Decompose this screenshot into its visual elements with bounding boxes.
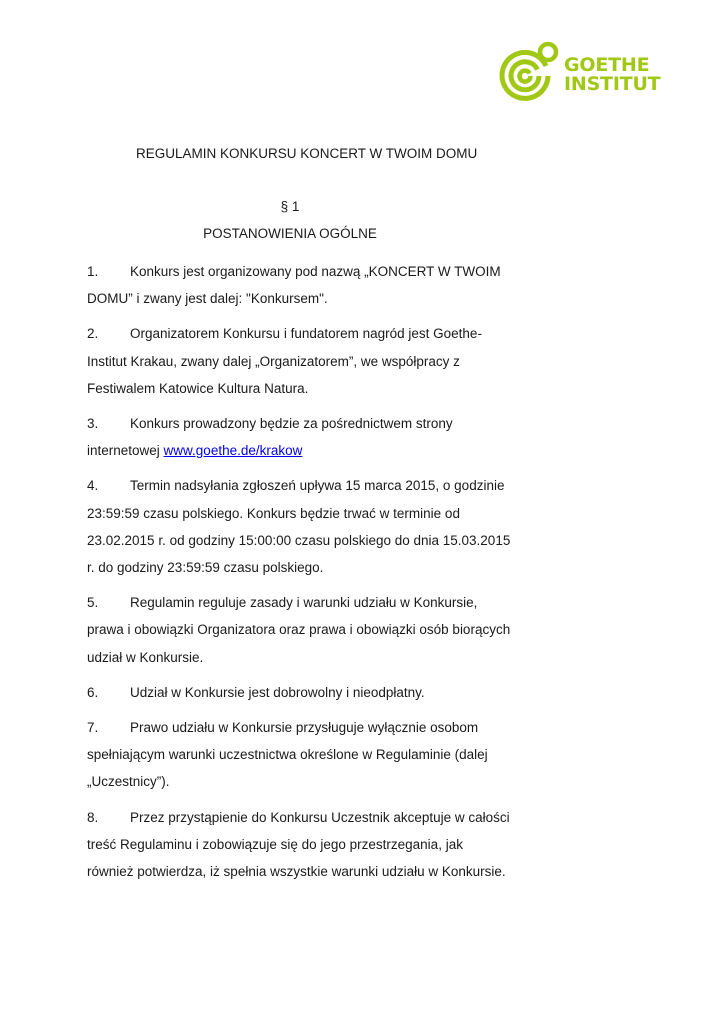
item-text: Prawo udziału w Konkursie przysługuje wyłącznie osobom spełniającym warunki uczestnictwa określone w Regulaminie (dalej „Uczestnicy”). [87, 720, 488, 790]
item-number: 3. [87, 416, 99, 432]
item-text: Konkurs prowadzony będzie za pośrednictwem strony internetowej [87, 416, 453, 459]
item-text: Konkurs jest organizowany pod nazwą „KONCERT W TWOIM DOMU” i zwany jest dalej: "Konkursem". [87, 264, 501, 307]
item-number: 2. [87, 326, 99, 342]
list-item [87, 410, 512, 464]
logo-line-2: INSTITUT [564, 73, 661, 95]
item-text: Przez przystąpienie do Konkursu Uczestnik akceptuje w całości treść Regulaminu i zobowiązuje się do jego przestrzegania, jak również potwierdza, iż spełnia wszystkie warunki udziału w Konkursie. [87, 809, 510, 880]
item-number: 4. [87, 478, 99, 494]
item-number: 8. [87, 809, 99, 825]
list-item [87, 679, 512, 706]
rules-list [87, 258, 512, 893]
logo-line-1: GOETHE [564, 54, 650, 76]
list-item [87, 472, 512, 581]
item-number: 1. [87, 264, 99, 279]
list-item [87, 714, 512, 796]
item-number: 5. [87, 595, 99, 611]
item-text: Termin nadsyłania zgłoszeń upływa 15 marca 2015, o godzinie 23:59:59 czasu polskiego. Konkurs będzie trwać w terminie od 23.02.2015 r. od godziny 15:00:00 czasu polskiego do dnia 15.03.2015 r. do godziny 23:59:59 czasu polskiego. [87, 478, 511, 576]
item-text: Organizatorem Konkursu i fundatorem nagród jest Goethe-Institut Krakau, zwany dalej „Organizatorem”, we współpracy z Festiwalem Katowice Kultura Natura. [87, 326, 482, 396]
item-number: 6. [87, 684, 99, 700]
goethe-institut-logo [490, 40, 661, 112]
item-text: Regulamin reguluje zasady i warunki udziału w Konkursie, prawa i obowiązki Organizatora oraz prawa i obowiązki osób biorących udział w Konkursie. [87, 595, 511, 665]
paragraph-mark: § 1 [280, 199, 300, 214]
item-text: Udział w Konkursie jest dobrowolny i nieodpłatny. [130, 684, 425, 700]
list-item [87, 589, 512, 671]
list-item [87, 258, 512, 312]
document-title: REGULAMIN KONKURSU KONCERT W TWOIM DOMU [136, 146, 478, 161]
section-title: POSTANOWIENIA OGÓLNE [203, 226, 377, 241]
goethe-logo-mark-icon [490, 40, 560, 112]
website-link[interactable]: www.goethe.de/krakow [163, 443, 303, 459]
list-item [87, 320, 512, 402]
item-number: 7. [87, 720, 99, 736]
logo-wordmark [564, 56, 660, 94]
list-item [87, 804, 512, 886]
